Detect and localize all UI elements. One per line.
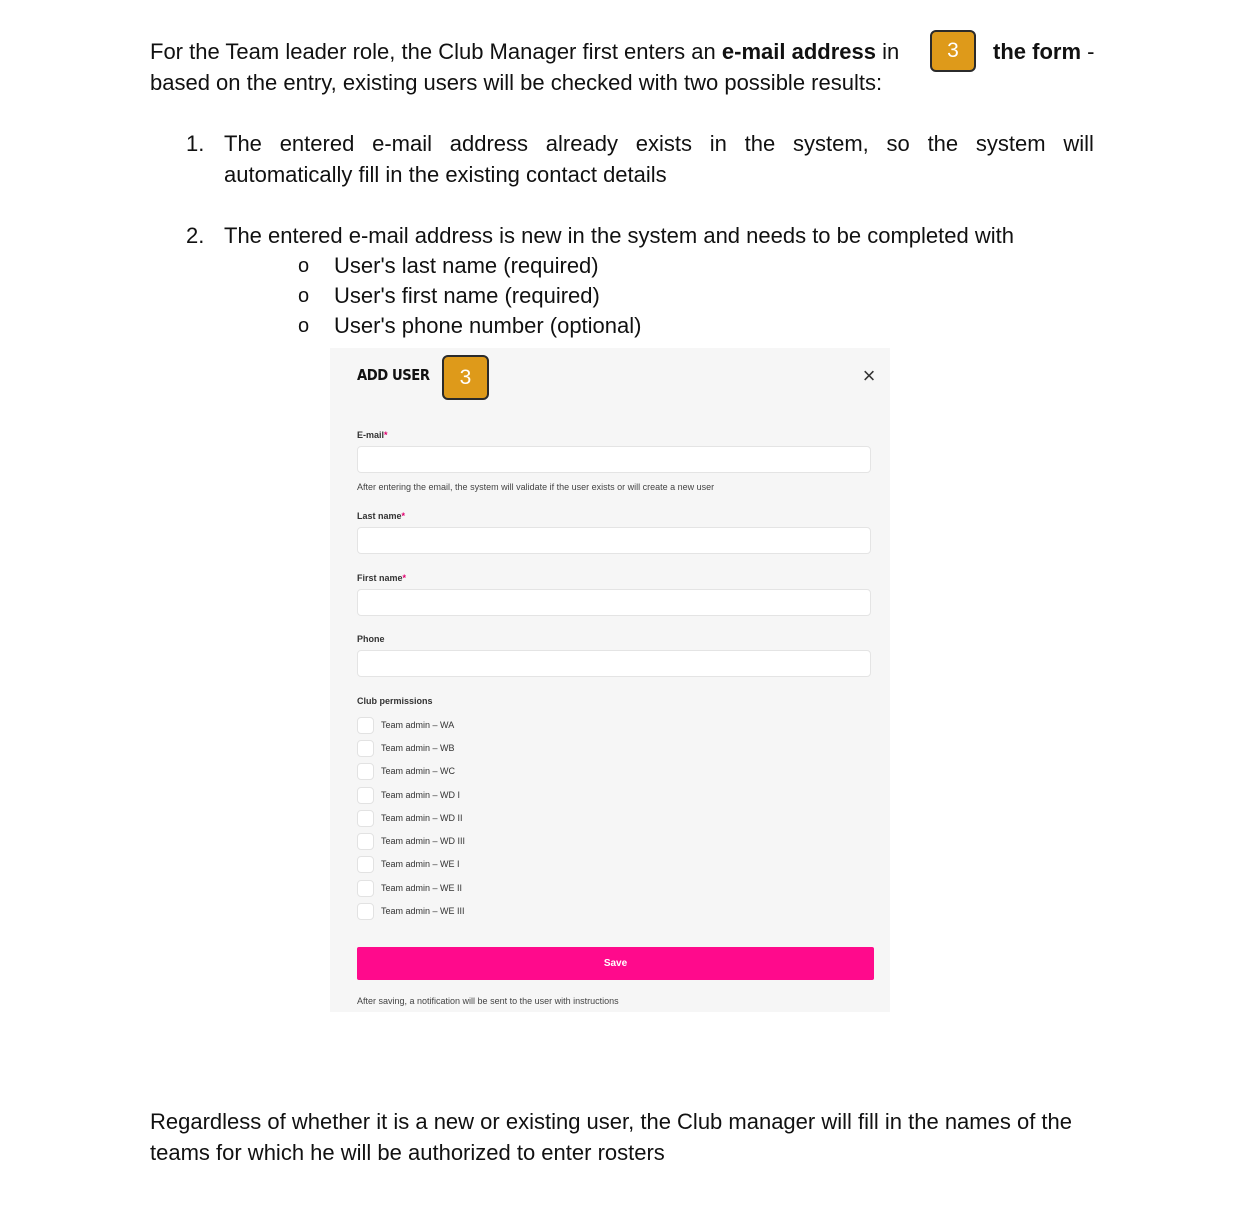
permission-label: Team admin – WE I bbox=[381, 859, 460, 869]
list-item-1-line-1 bbox=[224, 128, 1094, 159]
callout-badge: 3 bbox=[930, 30, 976, 72]
intro-bold-email: e-mail address bbox=[721, 39, 876, 64]
first-name-label-text: First name bbox=[357, 573, 403, 583]
bullet: o bbox=[298, 285, 310, 307]
list-item-2-text: The entered e-mail address is new in the system and needs to be completed with bbox=[224, 223, 1014, 248]
checkbox[interactable] bbox=[357, 880, 374, 897]
last-name-label bbox=[357, 511, 405, 521]
close-icon[interactable]: × bbox=[862, 363, 876, 388]
intro-text-2: in bbox=[875, 39, 900, 64]
list-item-1-word: the bbox=[927, 131, 959, 156]
checkbox[interactable] bbox=[357, 856, 374, 873]
checkbox[interactable] bbox=[357, 787, 374, 804]
permission-label: Team admin – WD III bbox=[381, 836, 466, 846]
list-item-1-word: e-mail bbox=[372, 131, 432, 156]
email-hint: After entering the email, the system will validate if the user exists or will create a new user bbox=[357, 482, 715, 492]
bullet: o bbox=[298, 315, 310, 337]
list-item-1-word: The bbox=[224, 131, 262, 156]
list-item-1-word: exists bbox=[635, 131, 692, 156]
intro-dash: - bbox=[1081, 39, 1095, 64]
club-permissions-label: Club permissions bbox=[357, 696, 433, 706]
email-field[interactable] bbox=[357, 446, 871, 473]
sub-item-text: User's phone number (optional) bbox=[334, 313, 642, 338]
last-name-field[interactable] bbox=[357, 527, 871, 554]
sub-item-text: User's last name (required) bbox=[334, 253, 599, 278]
email-label bbox=[357, 430, 388, 440]
intro-line-2: based on the entry, existing users will be checked with two possible results: bbox=[150, 70, 883, 95]
list-number-2: 2. bbox=[186, 223, 205, 248]
permission-label: Team admin – WD I bbox=[381, 790, 461, 800]
list-number-1: 1. bbox=[186, 131, 205, 156]
list-item-1-word: already bbox=[545, 131, 618, 156]
required-mark: * bbox=[384, 430, 388, 440]
permission-label: Team admin – WE III bbox=[381, 906, 465, 916]
list-item-1-word: system, bbox=[792, 131, 869, 156]
permission-label: Team admin – WB bbox=[381, 743, 455, 753]
phone-label: Phone bbox=[357, 634, 385, 644]
callout-badge: 3 bbox=[442, 355, 489, 400]
list-item-1-word: the bbox=[744, 131, 776, 156]
required-mark: * bbox=[401, 511, 406, 521]
permission-label: Team admin – WE II bbox=[381, 883, 463, 893]
add-user-dialog bbox=[330, 348, 890, 1012]
required-mark: * bbox=[402, 573, 407, 583]
outro-paragraph: Regardless of whether it is a new or existing user, the Club manager will fill in the names of the teams for which he will be authorized to enter rosters bbox=[150, 1109, 1073, 1165]
list-item-1-word: system bbox=[975, 131, 1046, 156]
permission-label: Team admin – WD II bbox=[381, 813, 463, 823]
save-note: After saving, a notification will be sent to the user with instructions bbox=[357, 996, 619, 1006]
first-name-field[interactable] bbox=[357, 589, 871, 616]
list-item-1-line-2: automatically fill in the existing contact details bbox=[224, 162, 667, 187]
list-item-1-word: will bbox=[1063, 131, 1094, 156]
list-item-1-word: entered bbox=[279, 131, 355, 156]
permission-label: Team admin – WC bbox=[381, 766, 456, 776]
list-item-1-word: in bbox=[709, 131, 727, 156]
phone-field[interactable] bbox=[357, 650, 871, 677]
checkbox[interactable] bbox=[357, 903, 374, 920]
intro-bold-form: the form bbox=[993, 39, 1081, 64]
bullet: o bbox=[298, 255, 310, 277]
last-name-label-text: Last name bbox=[357, 511, 402, 521]
checkbox[interactable] bbox=[357, 833, 374, 850]
save-button[interactable]: Save bbox=[357, 947, 874, 980]
intro-text-1: For the Team leader role, the Club Manager first enters an bbox=[150, 39, 722, 64]
checkbox[interactable] bbox=[357, 763, 374, 780]
email-label-text: E-mail bbox=[357, 430, 385, 440]
intro-paragraph bbox=[150, 36, 1100, 98]
checkbox[interactable] bbox=[357, 717, 374, 734]
list-item-1-word: so bbox=[886, 131, 910, 156]
checkbox[interactable] bbox=[357, 810, 374, 827]
list-item-1-word: address bbox=[449, 131, 529, 156]
permission-label: Team admin – WA bbox=[381, 720, 455, 730]
checkbox[interactable] bbox=[357, 740, 374, 757]
first-name-label bbox=[357, 573, 406, 583]
dialog-title: ADD USER bbox=[357, 366, 430, 384]
sub-item-text: User's first name (required) bbox=[334, 283, 600, 308]
